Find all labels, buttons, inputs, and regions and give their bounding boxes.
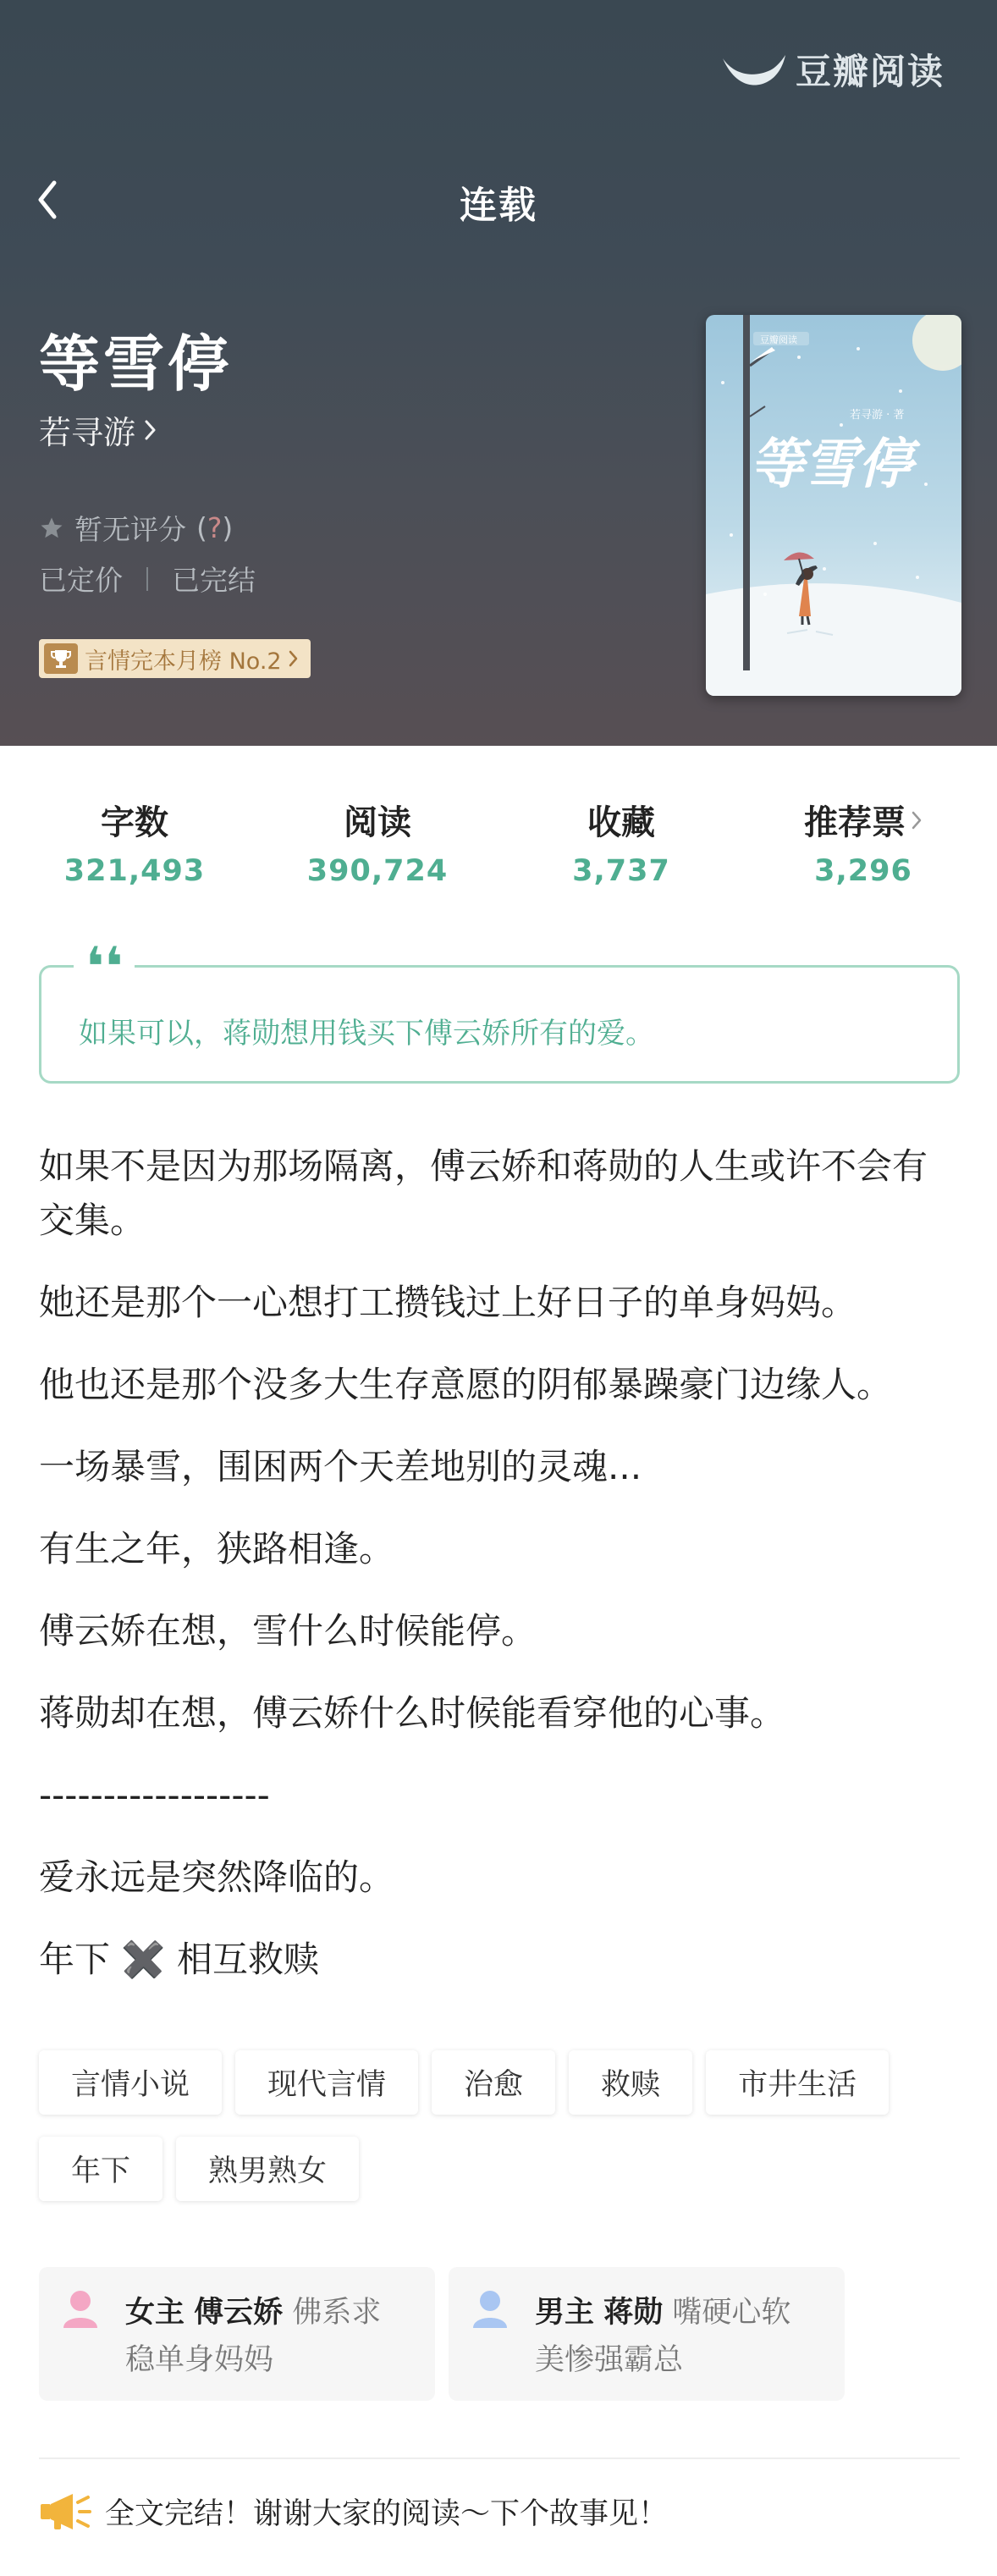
tag-chip[interactable]: 市井生活	[706, 2050, 889, 2115]
character-title-line	[535, 2289, 790, 2331]
stat-value: 321,493	[63, 854, 206, 888]
description-paragraph: 蒋勋却在想，傅云娇什么时候能看穿他的心事。	[39, 1692, 786, 1734]
star-icon	[39, 516, 64, 541]
author-name: 若寻游	[39, 414, 136, 451]
character-desc: 嘴硬心软	[672, 2296, 791, 2330]
meta-divider	[146, 567, 148, 591]
description-paragraph: 傅云娇在想，雪什么时候能停。	[39, 1610, 537, 1652]
chevron-right-icon	[144, 418, 157, 442]
character-name: 傅云娇	[194, 2296, 284, 2330]
rating-row	[39, 508, 233, 548]
tag-list	[39, 2050, 961, 2201]
book-header	[0, 0, 997, 746]
female-avatar-icon	[61, 2289, 100, 2330]
stat-label: 收藏	[587, 803, 655, 842]
book-title: 等雪停	[39, 328, 233, 400]
trophy-icon	[44, 643, 78, 674]
quote-mark-icon: ❛❛	[74, 942, 135, 993]
book-meta	[39, 559, 256, 598]
tag-chip[interactable]: 治愈	[432, 2050, 555, 2115]
rating-help[interactable]: (?)	[196, 511, 234, 544]
stat-label: 阅读	[344, 803, 411, 842]
stat-label: 字数	[101, 803, 168, 842]
megaphone-icon	[39, 2491, 91, 2533]
notice-text: 全文完结！谢谢大家的阅读～下个故事见！	[105, 2497, 669, 2531]
stat-recommend-votes[interactable]	[753, 796, 973, 888]
rating-text: 暂无评分	[74, 513, 186, 546]
character-name: 蒋勋	[603, 2296, 664, 2330]
cover-author: 若寻游 · 著	[850, 409, 905, 422]
price-status: 已定价	[39, 564, 123, 597]
character-card-female-lead[interactable]	[39, 2267, 435, 2401]
character-desc-cont: 美惨强霸总	[535, 2343, 684, 2377]
stat-reads	[267, 796, 487, 888]
description-paragraph: 一场暴雪，围困两个天差地别的灵魂...	[39, 1446, 642, 1487]
brand-name: 豆瓣阅读	[795, 51, 945, 92]
douban-read-logo-icon	[721, 50, 787, 89]
cover-brand: 豆瓣阅读	[760, 334, 797, 345]
author-notice[interactable]	[39, 2491, 668, 2533]
rating-help-mark: ?	[207, 511, 223, 544]
character-card-male-lead[interactable]	[449, 2267, 845, 2401]
book-stats	[0, 796, 997, 897]
stat-value: 390,724	[306, 854, 449, 888]
description-paragraph: 年下 ✖️ 相互救赎	[39, 1939, 319, 1980]
rank-badge[interactable]	[39, 639, 311, 678]
stat-value: 3,737	[572, 854, 670, 888]
description-paragraph: 她还是那个一心想打工攒钱过上好日子的单身妈妈。	[39, 1282, 857, 1323]
character-desc: 佛系求	[292, 2296, 382, 2330]
completion-status: 已完结	[172, 564, 256, 597]
description-paragraph: 如果不是因为那场隔离，傅云娇和蒋勋的人生或许不会有交集。	[39, 1145, 928, 1241]
character-role: 男主	[535, 2296, 595, 2330]
stat-value: 3,296	[814, 854, 912, 888]
stat-label: 推荐票	[804, 803, 906, 842]
tag-chip[interactable]: 救赎	[569, 2050, 692, 2115]
brand-logo	[721, 44, 945, 95]
stat-label-row	[804, 796, 923, 844]
tag-chip[interactable]: 熟男熟女	[176, 2137, 359, 2201]
character-desc-cont: 稳单身妈妈	[125, 2343, 274, 2377]
chevron-right-icon	[911, 809, 923, 831]
chevron-right-icon	[289, 649, 299, 668]
character-list	[39, 2267, 845, 2401]
tagline-text: 如果可以，蒋勋想用钱买下傅云娇所有的爱。	[79, 1017, 654, 1051]
rank-badge-label: 言情完本月榜 No.2	[85, 648, 282, 675]
book-cover[interactable]	[706, 315, 961, 696]
nav-title: 连载	[460, 184, 537, 227]
tag-chip[interactable]: 现代言情	[235, 2050, 418, 2115]
stat-word-count	[25, 796, 245, 888]
cover-title: 等雪停	[750, 433, 912, 496]
tagline-quote	[39, 936, 960, 1084]
character-role: 女主	[125, 2296, 185, 2330]
book-description	[39, 1139, 961, 2015]
stat-favorites	[511, 796, 731, 888]
description-paragraph: 有生之年，狭路相逢。	[39, 1528, 395, 1569]
section-divider	[39, 2457, 960, 2459]
author-link[interactable]	[39, 406, 157, 453]
description-divider: ------------------	[39, 1774, 270, 1816]
tag-chip[interactable]: 年下	[39, 2137, 162, 2201]
description-paragraph: 他也还是那个没多大生存意愿的阴郁暴躁豪门边缘人。	[39, 1364, 893, 1405]
description-paragraph: 爱永远是突然降临的。	[39, 1856, 395, 1898]
male-avatar-icon	[471, 2289, 510, 2330]
tag-chip[interactable]: 言情小说	[39, 2050, 222, 2115]
character-title-line	[125, 2289, 381, 2331]
book-cover-illustration	[706, 315, 961, 696]
